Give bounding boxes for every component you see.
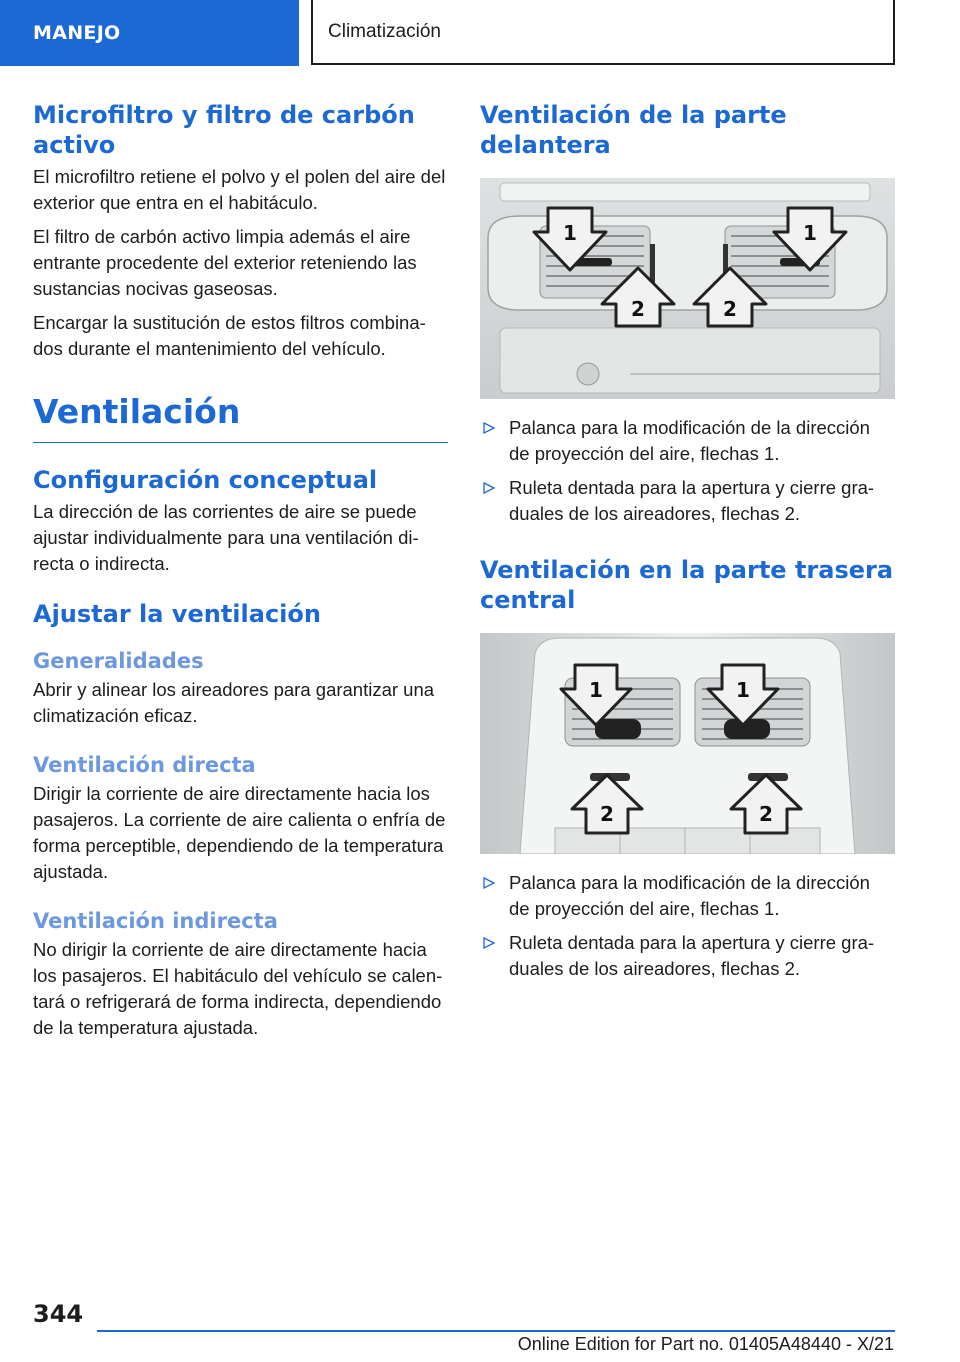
list-item: [480, 930, 895, 982]
rear-vents-illustration: [480, 633, 895, 854]
rear-heading: Ventilación en la parte trasera central: [480, 556, 894, 614]
filter-paragraph-1: El microfiltro retiene el polvo y el polen del aire del exterior que entra en el habitáculo.: [33, 166, 446, 213]
concept-heading: Configuración conceptual: [33, 466, 378, 494]
list-item: [480, 870, 895, 922]
page-number: 344: [33, 1300, 84, 1328]
section-label: MANEJO: [33, 22, 121, 44]
front-callout-1-right: 1: [803, 221, 817, 245]
footer-rule: [97, 1330, 895, 1332]
rear-callout-2-left: 2: [600, 802, 614, 826]
direct-heading: Ventilación directa: [33, 753, 256, 777]
triangle-bullet-icon: [482, 481, 496, 495]
triangle-bullet-icon: [482, 421, 496, 435]
list-item: [480, 475, 895, 527]
chapter-header: [311, 0, 895, 65]
rear-item-list: [480, 870, 895, 982]
rear-vents-figure: [480, 633, 895, 854]
rear-callout-2-right: 2: [759, 802, 773, 826]
front-callout-1-left: 1: [563, 221, 577, 245]
direct-paragraph: Dirigir la corriente de aire directamente hacia los pasajeros. La corriente de aire calienta o enfría de forma perceptible, dependiendo de la temperatura ajustada.: [33, 783, 446, 882]
rear-callout-1-left: 1: [589, 678, 603, 702]
rear-item-text: Palanca para la modificación de la dirección de proyección del aire, flechas 1.: [509, 872, 870, 919]
right-column: [480, 100, 895, 990]
section-tab: [0, 0, 299, 66]
indirect-heading: Ventilación indirecta: [33, 909, 278, 933]
left-column: [33, 100, 448, 1049]
front-callout-2-left: 2: [631, 297, 645, 321]
front-item-list: [480, 415, 895, 527]
rear-item-text: Ruleta dentada para la apertura y cierre graduales de los aireadores, flechas 2.: [509, 932, 875, 979]
chapter-label: Climatización: [328, 20, 441, 42]
indirect-paragraph: No dirigir la corriente de aire directamente hacia los pasajeros. El habitáculo del vehículo se calentará o refrigerará de forma indirecta, dependiendo de la temperatura ajustada.: [33, 939, 443, 1038]
front-heading: Ventilación de la parte delantera: [480, 101, 787, 159]
filter-paragraph-2: El filtro de carbón activo limpia además el aire entrante procedente del exterior reteniendo las sustancias nocivas gaseosas.: [33, 226, 417, 299]
list-item: [480, 415, 895, 467]
front-vents-illustration: [480, 178, 895, 399]
triangle-bullet-icon: [482, 876, 496, 890]
front-callout-2-right: 2: [723, 297, 737, 321]
rear-callout-1-right: 1: [736, 678, 750, 702]
front-vents-figure: [480, 178, 895, 399]
concept-paragraph: La dirección de las corrientes de aire se puede ajustar individualmente para una ventilación directa o indirecta.: [33, 501, 419, 574]
filter-paragraph-3: Encargar la sustitución de estos filtros combinados durante el mantenimiento del vehículo.: [33, 312, 426, 359]
general-paragraph: Abrir y alinear los aireadores para garantizar una climatización eficaz.: [33, 679, 435, 726]
filter-heading: Microfiltro y filtro de carbón activo: [33, 101, 415, 159]
general-heading: Generalidades: [33, 649, 204, 673]
edition-note: Online Edition for Part no. 01405A48440 - X/21: [517, 1334, 894, 1354]
triangle-bullet-icon: [482, 936, 496, 950]
adjust-heading: Ajustar la ventilación: [33, 600, 321, 628]
ventilation-heading: Ventilación: [33, 392, 448, 443]
front-item-text: Palanca para la modificación de la dirección de proyección del aire, flechas 1.: [509, 417, 870, 464]
front-item-text: Ruleta dentada para la apertura y cierre graduales de los aireadores, flechas 2.: [509, 477, 875, 524]
